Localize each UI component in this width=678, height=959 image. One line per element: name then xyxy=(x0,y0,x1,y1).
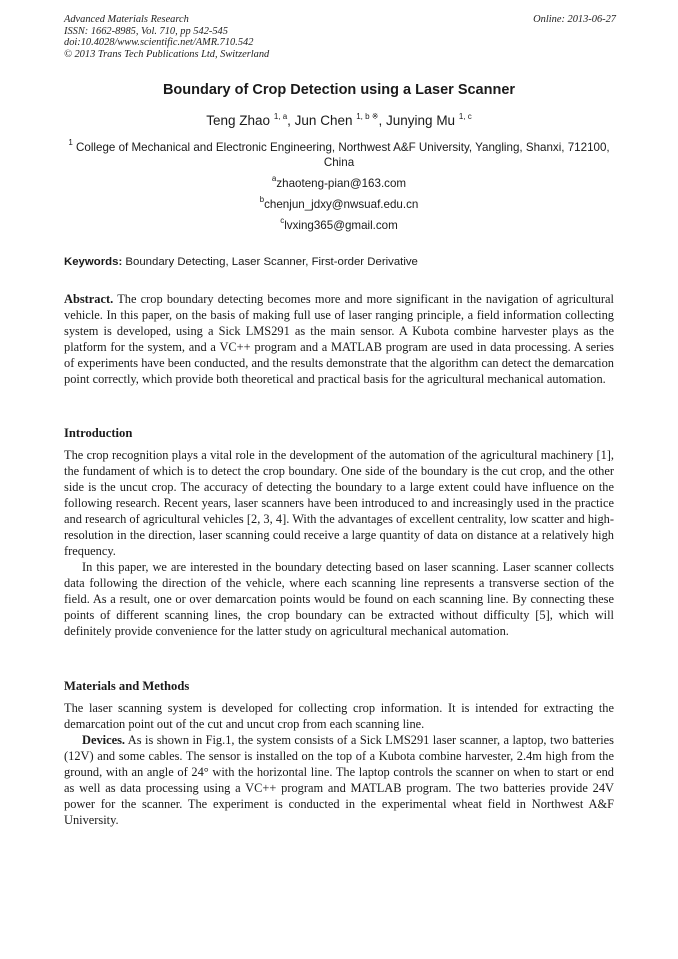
email-address: chenjun_jdxy@nwsuaf.edu.cn xyxy=(264,198,419,211)
paragraph: As is shown in Fig.1, the system consists of a Sick LMS291 laser scanner, a laptop, two batteries (12V) and some cables. The sensor is installed on the top of a Kubota combine harvester, 2.4m high from the ground, with an angle of 24° with the horizontal line. The laptop controls the scanner on when to start or end as well as data processing using a VC++ program and MATLAB program. The two batteries provide 24V power for the scanner. The experiment is conducted in the experimental wheat field in Northwest A&F University. xyxy=(64,733,614,827)
author-list xyxy=(0,113,678,128)
affiliation-marker: 1 xyxy=(68,138,73,147)
author-name: Junying Mu xyxy=(386,113,456,128)
email-line xyxy=(0,195,678,211)
author-separator: , xyxy=(287,113,295,128)
copyright-line: © 2013 Trans Tech Publications Ltd, Switzerland xyxy=(64,48,270,60)
author-name: Teng Zhao xyxy=(206,113,271,128)
email-marker: c xyxy=(280,216,285,225)
author-affil-marker: 1, c xyxy=(458,112,472,121)
section-heading-methods: Materials and Methods xyxy=(64,679,190,693)
abstract-label: Abstract. xyxy=(64,292,114,306)
abstract xyxy=(64,291,614,387)
email-address: zhaoteng-pian@163.com xyxy=(276,177,407,190)
introduction-body xyxy=(64,447,614,639)
author-affil-marker: 1, a xyxy=(273,112,288,121)
journal-header xyxy=(64,14,269,60)
affiliation xyxy=(64,140,614,170)
email-marker: b xyxy=(259,195,265,204)
paragraph: In this paper, we are interested in the boundary detecting based on laser scanning. Laser scanner collects data following the direction of the vehicle, where each scanning line represents a transverse section of the field. As a result, one or over demarcation points would be found on each scanning line. By connecting these points of different scanning lines, the crop boundary can be extracted without difficulty [5], which will definitely provide convenience for the latter study on agricultural mechanical automation. xyxy=(64,560,614,638)
section-heading-introduction: Introduction xyxy=(64,426,133,440)
paper-title: Boundary of Crop Detection using a Laser Scanner xyxy=(162,82,516,98)
email-address: lvxing365@gmail.com xyxy=(284,219,398,232)
methods-body xyxy=(64,700,614,828)
doi-line: doi:10.4028/www.scientific.net/AMR.710.542 xyxy=(64,37,254,48)
abstract-text: The crop boundary detecting becomes more and more significant in the navigation of agricultural vehicle. In this paper, on the basis of making full use of laser ranging principle, a field information collecting system is developed, using a Sick LMS291 as the main sensor. A Kubota combine harvester plays as the platform for the system, and a VC++ program and a MATLAB program are used in data processing. A series of experiments have been conducted, and the results demonstrate that the algorithm can detect the demarcation point correctly, which provide both theoretical and practical basis for the agricultural mechanical automation. xyxy=(64,292,615,386)
paragraph: The laser scanning system is developed for collecting crop information. It is intended for extracting the demarcation point out of the cut and uncut crop from each scanning line. xyxy=(64,701,614,731)
journal-name: Advanced Materials Research xyxy=(64,14,189,25)
keywords-text: Boundary Detecting, Laser Scanner, First-order Derivative xyxy=(125,256,418,268)
email-marker: a xyxy=(271,174,277,183)
keywords-label: Keywords: xyxy=(64,256,123,268)
affiliation-text: College of Mechanical and Electronic Engineering, Northwest A&F University, Yangling, Shanxi, 712100, China xyxy=(76,141,610,169)
email-line xyxy=(0,174,678,190)
author-name: Jun Chen xyxy=(294,113,353,128)
online-date: Online: 2013-06-27 xyxy=(533,14,616,25)
author-separator: , xyxy=(378,113,387,128)
paragraph: The crop recognition plays a vital role in the development of the automation of the agricultural machinery [1], the fundament of which is to detect the crop boundary. One side of the boundary is the cut crop, and the other side is the uncut crop. The accuracy of detecting the boundary to a large extent could have influence on the following research. Recent years, laser scanners have been introduced to and increasingly used in the practice and research of agricultural vehicles [2, 3, 4]. With the advantages of excellent centrality, low scatter and high-resolution in the direction, laser scanning could receive a large quantity of data on distance at a relatively high frequency. xyxy=(64,448,614,558)
author-affil-marker: 1, b ※ xyxy=(356,112,379,121)
email-line xyxy=(0,216,678,232)
devices-label: Devices. xyxy=(82,733,126,747)
issn-line: ISSN: 1662-8985, Vol. 710, pp 542-545 xyxy=(64,25,228,37)
keywords-line xyxy=(64,256,418,268)
